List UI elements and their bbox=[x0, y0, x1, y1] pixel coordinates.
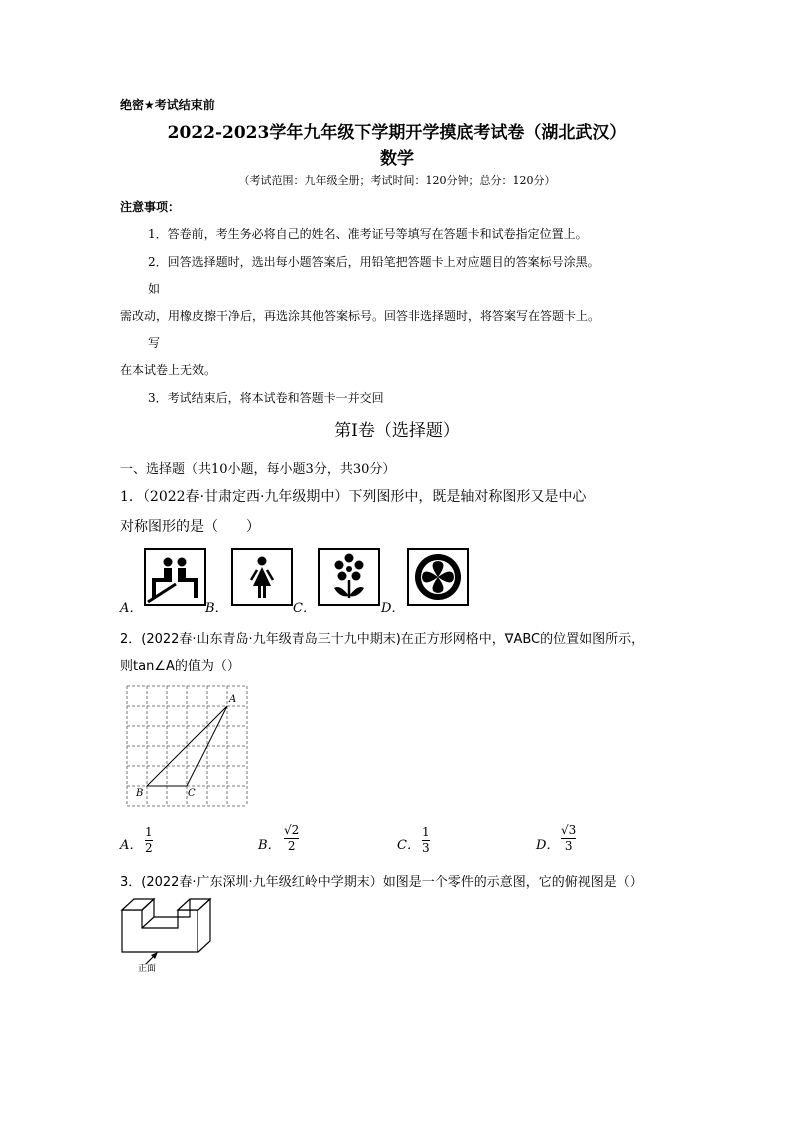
q2-option-c-fraction bbox=[422, 826, 430, 855]
q2-option-b-fraction bbox=[284, 824, 299, 853]
numerator: √2 bbox=[284, 823, 300, 837]
denominator: 3 bbox=[422, 841, 430, 855]
flower-icon bbox=[318, 548, 380, 606]
q1-stem-1: 1．（2022春·甘肃定西·九年级期中）下列图形中，既是轴对称图形又是中心 bbox=[120, 489, 587, 505]
note-2-end: 在本试卷上无效。 bbox=[120, 363, 217, 377]
note-2-wrap: 如 bbox=[148, 282, 161, 296]
q2-option-b-label: B． bbox=[258, 838, 281, 853]
q2-option-a-label: A． bbox=[120, 838, 143, 853]
exam-title: 2022-2023学年九年级下学期开学摸底考试卷（湖北武汉） bbox=[167, 123, 627, 143]
q3-stem: 3．(2022春·广东深圳·九年级红岭中学期末）如图是一个零件的示意图，它的俯视图是（） bbox=[120, 875, 643, 890]
note-2: 2．回答选择题时，选出每小题答案后，用铅笔把答题卡上对应题目的答案标号涂黑。 bbox=[148, 255, 600, 269]
exam-scope: （考试范围：九年级全册；考试时间：120分钟；总分：120分） bbox=[238, 174, 556, 187]
notes-heading: 注意事项： bbox=[120, 200, 181, 214]
note-2-cont: 需改动，用橡皮擦干净后，再选涂其他答案标号。回答非选择题时，将答案写在答题卡上。 bbox=[120, 309, 601, 323]
q2-stem-2: 则tan∠A的值为（） bbox=[120, 659, 240, 674]
note-2-wrap2: 写 bbox=[148, 336, 161, 350]
vertex-c-label: C bbox=[188, 788, 196, 799]
section-heading: 一、选择题（共10小题，每小题3分，共30分） bbox=[120, 462, 396, 477]
note-1: 1．答卷前，考生务必将自己的姓名、准考证号等填写在答题卡和试卷指定位置上。 bbox=[148, 227, 588, 241]
q2-option-d-label: D． bbox=[536, 838, 560, 853]
secret-label: 绝密★考试结束前 bbox=[120, 98, 215, 112]
q2-stem-1: 2．(2022春·山东青岛·九年级青岛三十九中期末)在正方形网格中，∇ABC的位置如图所示， bbox=[120, 632, 645, 647]
woman-icon bbox=[231, 548, 293, 606]
numerator: 1 bbox=[145, 825, 153, 839]
numerator: 1 bbox=[422, 825, 430, 839]
people-seated-icon bbox=[144, 548, 206, 606]
denominator: 2 bbox=[287, 839, 296, 853]
q2-option-d-fraction bbox=[561, 824, 576, 853]
vertex-a-label: A bbox=[229, 694, 237, 705]
q2-option-a-fraction bbox=[145, 826, 153, 855]
q1-stem-2: 对称图形的是（ ） bbox=[120, 519, 260, 535]
note-3: 3．考试结束后，将本试卷和答题卡一并交回 bbox=[148, 391, 384, 405]
vertex-b-label: B bbox=[136, 788, 144, 799]
subject-title: 数学 bbox=[380, 149, 414, 169]
q1-option-a-label: A． bbox=[120, 601, 143, 616]
numerator: √3 bbox=[561, 823, 577, 837]
q2-option-c-label: C． bbox=[397, 838, 420, 853]
q1-option-c-label: C． bbox=[293, 601, 316, 616]
part-title: 第Ⅰ卷（选择题） bbox=[334, 421, 460, 441]
front-view-label: 正面 bbox=[138, 964, 157, 974]
q1-option-b-label: B． bbox=[205, 601, 228, 616]
denominator: 3 bbox=[564, 839, 573, 853]
q1-option-d-label: D． bbox=[381, 601, 405, 616]
denominator: 2 bbox=[145, 841, 153, 855]
circular-knot-icon bbox=[407, 548, 469, 606]
